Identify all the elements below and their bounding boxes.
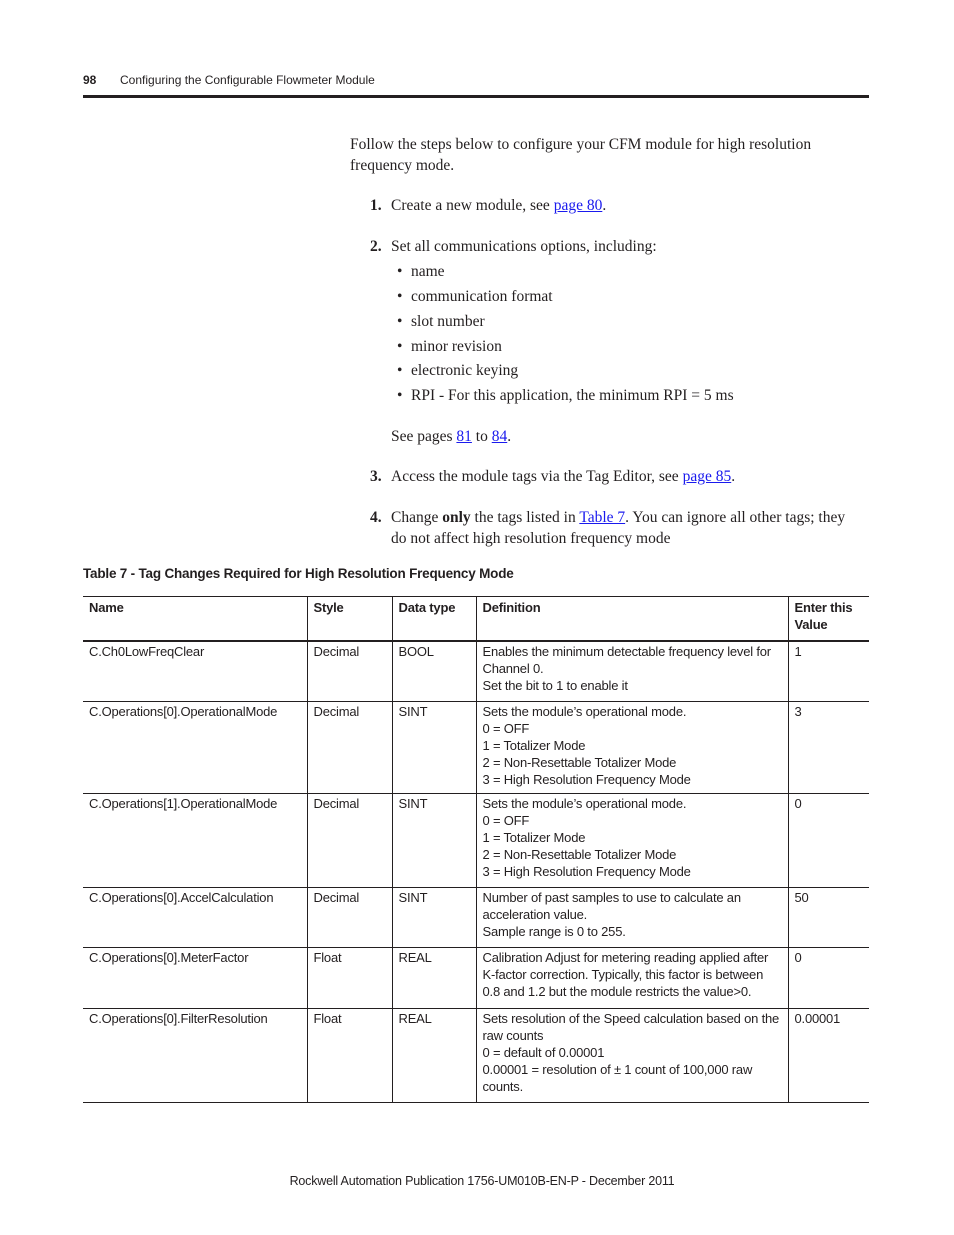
tag-changes-table xyxy=(83,596,869,1103)
step-number: 2. xyxy=(370,238,382,255)
bullet-dot-icon: • xyxy=(397,387,403,404)
definition-line: 3 = High Resolution Frequency Mode xyxy=(482,864,691,879)
definition-line: 1 = Totalizer Mode xyxy=(482,830,586,845)
bullet-text: minor revision xyxy=(411,338,502,355)
step-text-part: . xyxy=(731,468,736,485)
column-header-style: Style xyxy=(307,597,392,642)
tag-data-type: REAL xyxy=(392,1009,476,1103)
column-header-definition: Definition xyxy=(476,597,788,642)
definition-line: Sets resolution of the Speed calculation based on the raw counts xyxy=(482,1011,780,1043)
step-text-part: the tags listed in xyxy=(470,509,580,526)
definition-line: 1 = Totalizer Mode xyxy=(482,738,586,753)
tag-name: C.Operations[1].OperationalMode xyxy=(83,794,307,888)
tag-style: Float xyxy=(307,1009,392,1103)
tag-value: 0 xyxy=(788,948,869,1009)
column-header-data-type: Data type xyxy=(392,597,476,642)
tag-definition xyxy=(476,948,788,1009)
see-pages-text xyxy=(391,426,861,447)
step-number: 1. xyxy=(370,197,382,214)
tag-definition xyxy=(476,641,788,702)
emphasis-only: only xyxy=(442,509,471,526)
table-row xyxy=(83,888,869,948)
tag-name: C.Operations[0].OperationalMode xyxy=(83,702,307,794)
definition-line: 0 = OFF xyxy=(482,813,530,828)
step-text-part: Access the module tags via the Tag Editor, see xyxy=(391,468,683,485)
definition-line: 0.00001 = resolution of ± 1 count of 100,000 raw counts. xyxy=(482,1062,753,1094)
tag-style: Decimal xyxy=(307,641,392,702)
definition-line: 2 = Non-Resettable Totalizer Mode xyxy=(482,755,677,770)
definition-line: Calibration Adjust for metering reading applied after K-factor correction. Typically, this factor is between 0.8 and 1.2 but the module restricts the value>0. xyxy=(482,950,769,999)
bullet-dot-icon: • xyxy=(397,263,403,280)
column-header-value: Enter this Value xyxy=(788,597,869,642)
publication-info: Rockwell Automation Publication 1756-UM010B-EN-P - December 2011 xyxy=(289,1174,675,1188)
bullet-dot-icon: • xyxy=(397,362,403,379)
tag-definition xyxy=(476,794,788,888)
tag-style: Float xyxy=(307,948,392,1009)
step-text xyxy=(391,507,861,549)
page-85-link[interactable]: page 85 xyxy=(682,468,732,485)
page-footer xyxy=(0,1174,954,1188)
tag-style: Decimal xyxy=(307,702,392,794)
tag-name: C.Ch0LowFreqClear xyxy=(83,641,307,702)
tag-data-type: SINT xyxy=(392,888,476,948)
bullet-dot-icon: • xyxy=(397,288,403,305)
tag-data-type: SINT xyxy=(392,794,476,888)
definition-line: Set the bit to 1 to enable it xyxy=(482,678,628,693)
tag-data-type: BOOL xyxy=(392,641,476,702)
see-text-part: See pages xyxy=(391,428,457,445)
definition-line: Sets the module’s operational mode. xyxy=(482,796,687,811)
table-row xyxy=(83,948,869,1009)
tag-style: Decimal xyxy=(307,888,392,948)
definition-line: 2 = Non-Resettable Totalizer Mode xyxy=(482,847,677,862)
column-header-name: Name xyxy=(83,597,307,642)
step-text: Set all communications options, including: xyxy=(391,238,657,255)
tag-definition xyxy=(476,1009,788,1103)
definition-line: 0 = OFF xyxy=(482,721,530,736)
step-text-part: Change xyxy=(391,509,443,526)
definition-line: Sets the module’s operational mode. xyxy=(482,704,687,719)
table-caption: Table 7 - Tag Changes Required for High Resolution Frequency Mode xyxy=(83,566,514,581)
tag-name: C.Operations[0].AccelCalculation xyxy=(83,888,307,948)
intro-paragraph: Follow the steps below to configure your CFM module for high resolution frequency mode. xyxy=(350,136,812,174)
tag-definition xyxy=(476,888,788,948)
bullet-dot-icon: • xyxy=(397,313,403,330)
tag-data-type: SINT xyxy=(392,702,476,794)
table-header-row xyxy=(83,597,869,642)
tag-value: 0 xyxy=(788,794,869,888)
table-row xyxy=(83,702,869,794)
table-row xyxy=(83,641,869,702)
tag-name: C.Operations[0].MeterFactor xyxy=(83,948,307,1009)
page-header xyxy=(83,73,869,93)
step-text-part: Create a new module, see xyxy=(391,197,554,214)
definition-line: Enables the minimum detectable frequency level for Channel 0. xyxy=(482,644,771,676)
tag-name: C.Operations[0].FilterResolution xyxy=(83,1009,307,1103)
see-text-part: to xyxy=(471,428,492,445)
tag-value: 50 xyxy=(788,888,869,948)
page-number: 98 xyxy=(83,73,97,87)
step-text xyxy=(391,466,861,487)
tag-style: Decimal xyxy=(307,794,392,888)
step-text-part: . You can ignore all other tags; they do not affect high resolution frequency mode xyxy=(391,509,846,547)
tag-definition xyxy=(476,702,788,794)
page-84-link[interactable]: 84 xyxy=(491,428,508,445)
page-81-link[interactable]: 81 xyxy=(456,428,472,445)
page-80-link[interactable]: page 80 xyxy=(553,197,603,214)
step-number: 3. xyxy=(370,468,382,485)
section-title: Configuring the Configurable Flowmeter Module xyxy=(120,73,375,87)
tag-value: 1 xyxy=(788,641,869,702)
bullet-dot-icon: • xyxy=(397,338,403,355)
step-number: 4. xyxy=(370,509,382,526)
bullet-text: RPI - For this application, the minimum RPI = 5 ms xyxy=(411,387,734,404)
table-7-link[interactable]: Table 7 xyxy=(579,509,626,526)
table-row xyxy=(83,794,869,888)
bullet-text: electronic keying xyxy=(411,362,519,379)
step-text xyxy=(391,195,861,216)
header-rule xyxy=(83,95,869,98)
bullet-text: name xyxy=(411,263,445,280)
see-text-part: . xyxy=(507,428,512,445)
bullet-text: communication format xyxy=(411,288,553,305)
table-row xyxy=(83,1009,869,1103)
tag-value: 0.00001 xyxy=(788,1009,869,1103)
definition-line: 3 = High Resolution Frequency Mode xyxy=(482,772,691,787)
bullet-text: slot number xyxy=(411,313,485,330)
definition-line: 0 = default of 0.00001 xyxy=(482,1045,605,1060)
step-text-part: . xyxy=(602,197,607,214)
tag-data-type: REAL xyxy=(392,948,476,1009)
tag-value: 3 xyxy=(788,702,869,794)
definition-line: Number of past samples to use to calculate an acceleration value. xyxy=(482,890,741,922)
definition-line: Sample range is 0 to 255. xyxy=(482,924,626,939)
